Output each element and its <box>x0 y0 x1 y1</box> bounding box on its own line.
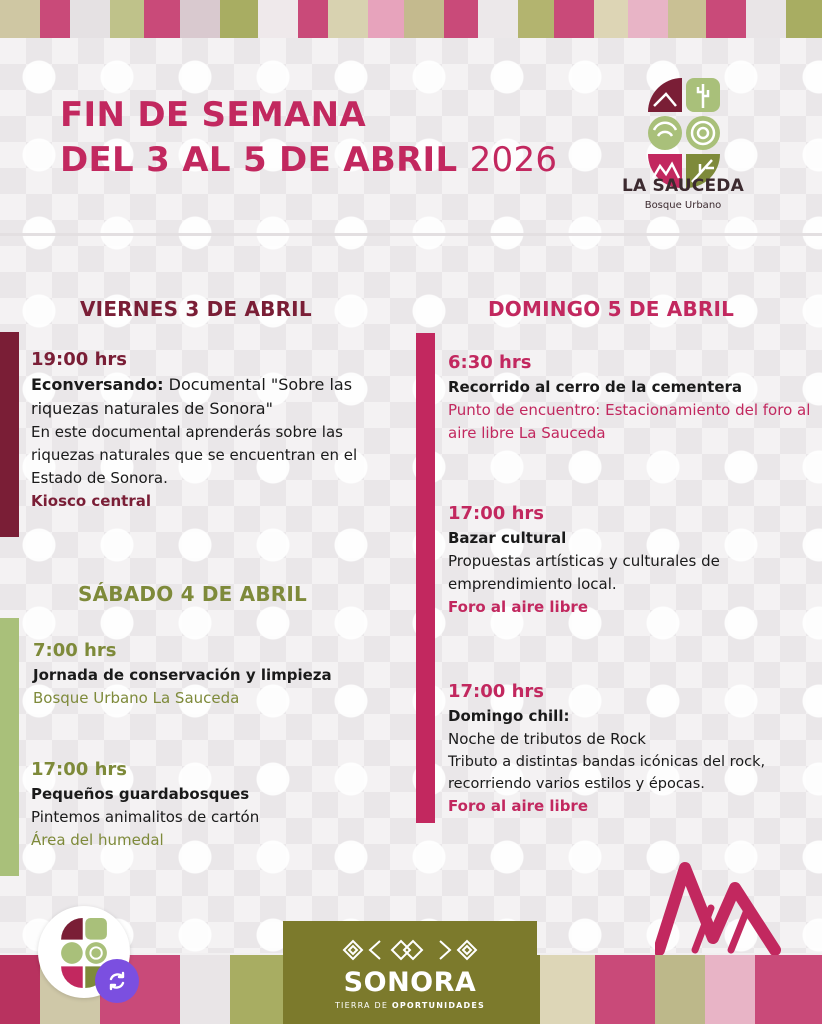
page-title-line-2 <box>60 140 557 180</box>
friday-heading: VIERNES 3 DE ABRIL <box>80 297 312 321</box>
page-title-line-1: FIN DE SEMANA <box>60 95 366 135</box>
saturday-heading: SÁBADO 4 DE ABRIL <box>78 582 307 606</box>
event-location-value: Estacionamiento del foro al aire libre La Sauceda <box>448 401 811 442</box>
event-name-rest: Documental "Sobre las riquezas naturales de Sonora" <box>31 375 353 418</box>
sunday-event-1 <box>448 350 813 445</box>
sunday-event-3 <box>448 679 816 818</box>
logo-subtitle: Bosque Urbano <box>644 200 722 211</box>
repost-button[interactable] <box>95 959 139 1003</box>
sunday-heading: DOMINGO 5 DE ABRIL <box>488 297 735 321</box>
saturday-bar <box>0 618 19 876</box>
event-time: 17:00 hrs <box>31 759 127 780</box>
header-divider <box>0 233 822 236</box>
event-name: Domingo chill: <box>448 707 570 725</box>
date-range: DEL 3 AL 5 DE ABRIL <box>60 140 458 180</box>
sonora-tagline <box>283 1001 537 1010</box>
sunday-event-2 <box>448 501 813 619</box>
event-description: Tributo a distintas bandas icónicas del rock, recorriendo varios estilos y épocas. <box>448 754 766 792</box>
sonora-tagline-prefix: TIERRA DE <box>334 1001 392 1010</box>
event-location: Foro al aire libre <box>448 797 589 815</box>
mountain-logo-icon <box>655 858 785 956</box>
event-time: 6:30 hrs <box>448 352 532 373</box>
event-subtitle: Noche de tributos de Rock <box>448 730 646 748</box>
event-location: Bosque Urbano La Sauceda <box>33 689 240 707</box>
event-time: 19:00 hrs <box>31 349 127 370</box>
event-location: Kiosco central <box>31 492 151 510</box>
friday-bar <box>0 332 19 537</box>
saturday-event-1 <box>33 638 403 710</box>
title-year: 2026 <box>469 140 558 180</box>
top-decorative-band <box>0 0 822 38</box>
event-location: Área del humedal <box>31 831 164 849</box>
saturday-event-2 <box>31 757 401 852</box>
event-location-label: Punto de encuentro: <box>448 401 601 419</box>
event-name: Econversando: <box>31 375 164 394</box>
event-description: En este documental aprenderás sobre las riquezas naturales que se encuentran en el Estado de Sonora. <box>31 423 358 487</box>
event-name: Bazar cultural <box>448 529 567 547</box>
sunday-bar <box>416 333 435 823</box>
repost-icon <box>105 969 129 993</box>
friday-event-1 <box>31 347 401 513</box>
event-location <box>448 399 813 445</box>
event-time: 17:00 hrs <box>448 681 544 702</box>
event-title <box>31 373 401 421</box>
event-time: 17:00 hrs <box>448 503 544 524</box>
event-description: Propuestas artísticas y culturales de emprendimiento local. <box>448 552 720 593</box>
logo-name: LA SAUCEDA <box>622 176 744 196</box>
event-location: Foro al aire libre <box>448 598 589 616</box>
sonora-brand-name: SONORA <box>343 967 477 998</box>
sonora-tagline-bold: OPORTUNIDADES <box>391 1001 486 1010</box>
event-name: Pequeños guardabosques <box>31 785 250 803</box>
sonora-ornament-icon <box>340 937 480 963</box>
event-time: 7:00 hrs <box>33 640 117 661</box>
event-description: Pintemos animalitos de cartón <box>31 808 260 826</box>
event-name: Recorrido al cerro de la cementera <box>448 378 743 396</box>
event-name: Jornada de conservación y limpieza <box>33 666 332 684</box>
